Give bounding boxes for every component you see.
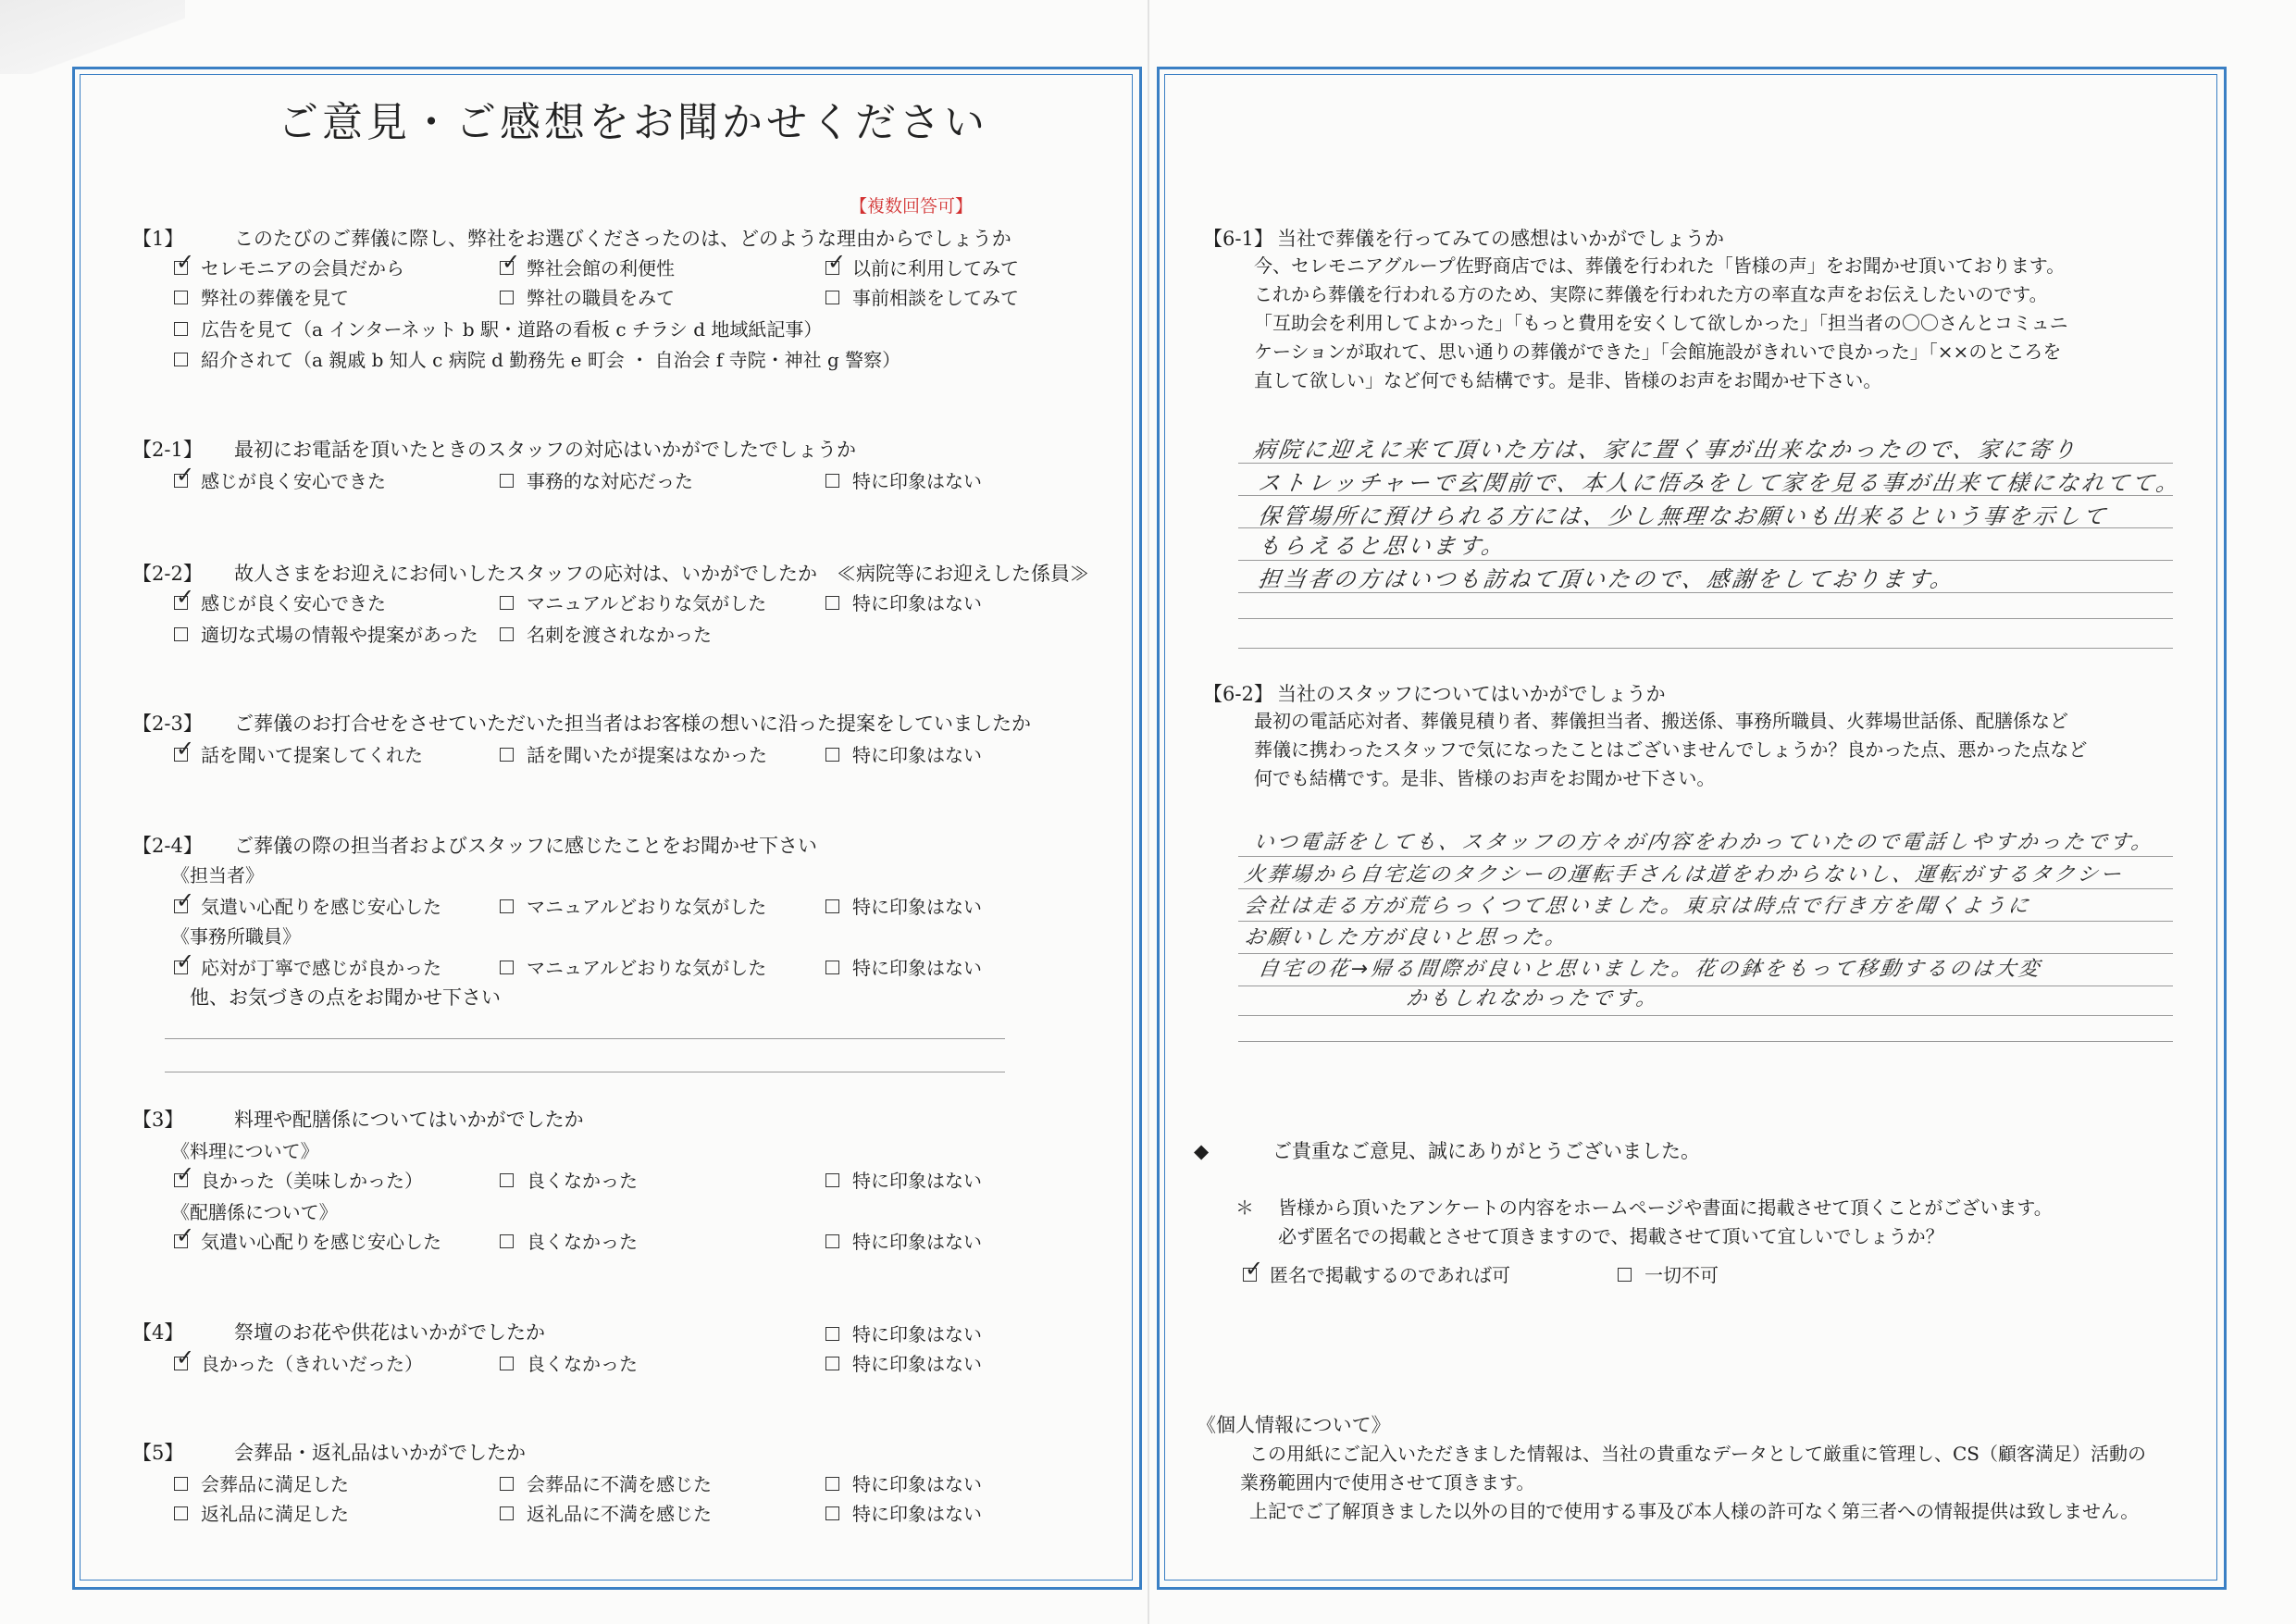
checkbox[interactable]	[174, 1357, 188, 1370]
checkbox[interactable]	[174, 627, 188, 641]
checkbox[interactable]	[825, 474, 839, 488]
checkbox[interactable]	[174, 1506, 188, 1520]
thanks-line: ◆ ご貴重なご意見、誠にありがとうございました。	[1194, 1140, 1700, 1162]
handwritten-answer: 保管場所に預けられる方には、少し無理なお願いも出来るという事を示して	[1256, 503, 2110, 529]
checkbox[interactable]	[500, 1477, 514, 1491]
q5-option[interactable]: 返礼品に満足した	[174, 1499, 349, 1526]
checkbox[interactable]	[500, 961, 514, 974]
q4-option[interactable]: ✓良かった（きれいだった）	[174, 1349, 423, 1376]
question-6-2: 【6-2】 当社のスタッフについてはいかがでしょうか	[1203, 683, 1666, 705]
checkbox[interactable]	[500, 474, 514, 488]
publish-option-refuse[interactable]: 一切不可	[1618, 1260, 1719, 1287]
checkbox[interactable]	[174, 291, 188, 304]
q1-option[interactable]: ✓セレモニアの会員だから	[174, 254, 404, 280]
q1-option[interactable]: 事前相談をしてみて	[825, 283, 1019, 310]
sub-heading: 《事務所職員》	[171, 925, 301, 948]
checkbox[interactable]	[825, 261, 839, 275]
other-comments-label: 他、お気づきの点をお聞かせ下さい	[190, 986, 501, 1009]
q24-option[interactable]: ✓気遣い心配りを感じ安心した	[174, 892, 441, 919]
answer-line[interactable]	[1238, 648, 2173, 649]
checkbox[interactable]	[500, 261, 514, 275]
checkbox[interactable]	[174, 1173, 188, 1187]
asterisk-mark: ＊	[1235, 1196, 1254, 1219]
q1-option[interactable]: ✓ 以前に利用してみて	[825, 254, 1019, 280]
checkbox[interactable]	[174, 261, 188, 275]
checkbox[interactable]	[1618, 1268, 1632, 1282]
checkbox[interactable]	[825, 1173, 839, 1187]
checkbox[interactable]	[174, 899, 188, 913]
q24-option[interactable]: 特に印象はない	[825, 892, 982, 919]
question-2-1: 【2-1】 最初にお電話を頂いたときのスタッフの対応はいかがでしたでしょうか	[132, 439, 856, 461]
answer-line[interactable]	[1238, 1015, 2173, 1016]
sub-heading: 《担当者》	[171, 864, 264, 886]
q22-option[interactable]: 名刺を渡されなかった	[500, 620, 712, 647]
q5-option[interactable]: 特に印象はない	[825, 1469, 982, 1496]
q21-option[interactable]: 特に印象はない	[825, 466, 982, 493]
q23-option[interactable]: 特に印象はない	[825, 740, 982, 767]
checkbox[interactable]	[174, 1477, 188, 1491]
q3-option[interactable]: ✓良かった（美味しかった）	[174, 1166, 423, 1193]
multi-answer-note: 【複数回答可】	[850, 196, 974, 217]
checkbox[interactable]	[500, 748, 514, 762]
question-5: 【5】 会葬品・返礼品はいかがでしたか	[132, 1442, 526, 1464]
q61-body: 今、セレモニアグループ佐野商店では、葬儀を行われた「皆様の声」をお聞かせ頂いております。 これから葬儀を行われる方のため、実際に葬儀を行われた方の率直な声をお伝えしたいのです。 「互助会を利用してよかった」「もっと費用を安くして欲しかった」「担当者の〇〇さんとコミュニ ケーションが取れて、思い通りの葬儀ができた」「会館施設がきれいで良かった」「××のところを 直して欲しい」など何でも結構です。是非、皆様のお声をお聞かせ下さい。	[1254, 254, 2068, 391]
checkbox[interactable]	[825, 1477, 839, 1491]
q21-option[interactable]: ✓感じが良く安心できた	[174, 466, 386, 493]
diamond-icon: ◆	[1194, 1140, 1210, 1162]
handwritten-answer: お願いした方が良いと思った。	[1242, 926, 1570, 949]
sub-heading: 《料理について》	[171, 1140, 319, 1162]
q22-option[interactable]: 適切な式場の情報や提案があった	[174, 620, 478, 647]
handwritten-answer: かもしれなかったです。	[1404, 987, 1661, 1010]
q4-option[interactable]: 良くなかった	[500, 1349, 638, 1376]
checkbox[interactable]	[500, 1506, 514, 1520]
question-6-1: 【6-1】 当社で葬儀を行ってみての感想はいかがでしょうか	[1203, 228, 1724, 250]
handwritten-answer: 担当者の方はいつも訪ねて頂いたので、感謝をしております。	[1256, 566, 1957, 592]
checkbox[interactable]	[174, 353, 188, 366]
q4-option[interactable]: 特に印象はない	[825, 1320, 982, 1346]
q5-option[interactable]: 特に印象はない	[825, 1499, 982, 1526]
checkbox[interactable]	[825, 1327, 839, 1341]
q22-option[interactable]: マニュアルどおりな気がした	[500, 589, 766, 615]
q23-option[interactable]: ✓話を聞いて提案してくれた	[174, 740, 423, 767]
checkbox[interactable]	[825, 1357, 839, 1370]
q22-option[interactable]: ✓感じが良く安心できた	[174, 589, 386, 615]
checkbox[interactable]	[825, 899, 839, 913]
q3-option[interactable]: 特に印象はない	[825, 1166, 982, 1193]
q24-option[interactable]: ✓応対が丁寧で感じが良かった	[174, 953, 441, 980]
q4-option[interactable]: 特に印象はない	[825, 1349, 982, 1376]
q24-option[interactable]: マニュアルどおりな気がした	[500, 953, 766, 980]
checkbox[interactable]	[174, 474, 188, 488]
q1-option[interactable]: 紹介されて（a 親戚 b 知人 c 病院 d 勤務先 e 町会 ・ 自治会 f 寺院・神社 g 警察）	[174, 345, 900, 372]
answer-line[interactable]	[1238, 888, 2173, 889]
checkbox[interactable]	[174, 748, 188, 762]
q3-option[interactable]: 特に印象はない	[825, 1227, 982, 1254]
q3-option[interactable]: ✓気遣い心配りを感じ安心した	[174, 1227, 441, 1254]
answer-line[interactable]	[1238, 618, 2173, 619]
comment-line[interactable]	[165, 1038, 1005, 1039]
publish-text: ＊ 皆様から頂いたアンケートの内容をホームページや書面に掲載させて頂くことがございます。 必ず匿名での掲載とさせて頂きますので、掲載させて頂いて宜しいでしょうか？	[1235, 1194, 2053, 1251]
q23-option[interactable]: 話を聞いたが提案はなかった	[500, 740, 767, 767]
q22-option[interactable]: 特に印象はない	[825, 589, 982, 615]
question-2-3: 【2-3】 ご葬儀のお打合せをさせていただいた担当者はお客様の想いに沿った提案をしていましたか	[132, 713, 1031, 735]
checkbox[interactable]	[500, 1357, 514, 1370]
checkbox[interactable]	[500, 1234, 514, 1248]
handwritten-answer: 病院に迎えに来て頂いた方は、家に置く事が出来なかったので、家に寄り	[1251, 437, 2080, 463]
question-number: 【1】	[132, 228, 184, 250]
q24-option[interactable]: 特に印象はない	[825, 953, 982, 980]
q1-option[interactable]: 広告を見て（a インターネット b 駅・道路の看板 c チラシ d 地域紙記事）	[174, 315, 822, 341]
question-2-4: 【2-4】 ご葬儀の際の担当者およびスタッフに感じたことをお聞かせ下さい	[132, 835, 817, 857]
answer-line[interactable]	[1238, 856, 2173, 857]
handwritten-answer: 会社は走る方が荒らっくつて思いました。東京は時点で行き方を聞くように	[1242, 895, 2033, 918]
page-fold	[1148, 0, 1149, 1624]
checkbox[interactable]	[174, 596, 188, 610]
q5-option[interactable]: 返礼品に不満を感じた	[500, 1499, 712, 1526]
privacy-body: この用紙にご記入いただきました情報は、当社の貴重なデータとして厳重に管理し、CS（顧客満足）活動の 業務範囲内で使用させて頂きます。 上記でご了解頂きました以外の目的で使用する事及び本人様の許可なく第三者への情報提供は致しません。	[1240, 1443, 2147, 1522]
checkbox[interactable]	[1243, 1268, 1257, 1282]
handwritten-answer: いつ電話をしても、スタッフの方々が内容をわかっていたので電話しやすかったです。	[1251, 831, 2156, 854]
checkbox[interactable]	[825, 748, 839, 762]
q62-body: 最初の電話応対者、葬儀見積り者、葬儀担当者、搬送係、事務所職員、火葬場世話係、配膳係など 葬儀に携わったスタッフで気になったことはございませんでしょうか？良かった点、悪かった点など 何でも結構です。是非、皆様のお声をお聞かせ下さい。	[1254, 710, 2088, 789]
q3-option[interactable]: 良くなかった	[500, 1227, 638, 1254]
checkbox[interactable]	[825, 291, 839, 304]
question-1	[132, 224, 1011, 252]
q5-option[interactable]: 会葬品に満足した	[174, 1469, 349, 1496]
q1-option[interactable]: 弊社の葬儀を見て	[174, 283, 349, 310]
question-3: 【3】 料理や配膳係についてはいかがでしたか	[132, 1109, 584, 1131]
checkbox[interactable]	[174, 961, 188, 974]
checkbox[interactable]	[825, 1234, 839, 1248]
page-title: ご意見・ご感想をお聞かせください	[278, 99, 988, 146]
question-2-2: 【2-2】 故人さまをお迎えにお伺いしたスタッフの応対は、いかがでしたか ≪病院等にお迎えした係員≫	[132, 563, 1089, 585]
checkbox[interactable]	[174, 322, 188, 336]
answer-line[interactable]	[1238, 1041, 2173, 1042]
q21-option[interactable]: 事務的な対応だった	[500, 466, 693, 493]
checkbox[interactable]	[500, 627, 514, 641]
handwritten-answer: ストレッチャーで玄関前で、本人に悟みをして家を見る事が出来て様になれてて。	[1256, 470, 2183, 496]
checkbox[interactable]	[500, 1173, 514, 1187]
checkbox[interactable]	[825, 1506, 839, 1520]
checkbox[interactable]	[825, 596, 839, 610]
question-4: 【4】 祭壇のお花や供花はいかがでしたか	[132, 1321, 545, 1344]
publish-option-anonymous[interactable]: ✓匿名で掲載するのであれば可	[1243, 1260, 1510, 1287]
checkbox[interactable]	[500, 596, 514, 610]
question-text: このたびのご葬儀に際し、弊社をお選びくださったのは、どのような理由からでしょうか	[234, 228, 1011, 250]
q1-option[interactable]: ✓ 弊社会館の利便性	[500, 254, 675, 280]
checkbox[interactable]	[825, 961, 839, 974]
sub-heading: 《配膳係について》	[171, 1201, 338, 1223]
q3-option[interactable]: 良くなかった	[500, 1166, 638, 1193]
checkbox[interactable]	[500, 291, 514, 304]
handwritten-answer: もらえると思います。	[1256, 533, 1508, 559]
q1-option[interactable]: 弊社の職員をみて	[500, 283, 675, 310]
q24-option[interactable]: マニュアルどおりな気がした	[500, 892, 766, 919]
handwritten-answer: 自宅の花→帰る間際が良いと思いました。花の鉢をもって移動するのは大変	[1256, 958, 2043, 981]
q5-option[interactable]: 会葬品に不満を感じた	[500, 1469, 712, 1496]
handwritten-answer: 火葬場から自宅迄のタクシーの運転手さんは道をわからないし、運転がするタクシー	[1242, 863, 2126, 886]
paper-corner-shadow	[0, 0, 185, 74]
checkbox[interactable]	[174, 1234, 188, 1248]
checkbox[interactable]	[500, 899, 514, 913]
privacy-title: 《個人情報について》	[1197, 1414, 1391, 1436]
